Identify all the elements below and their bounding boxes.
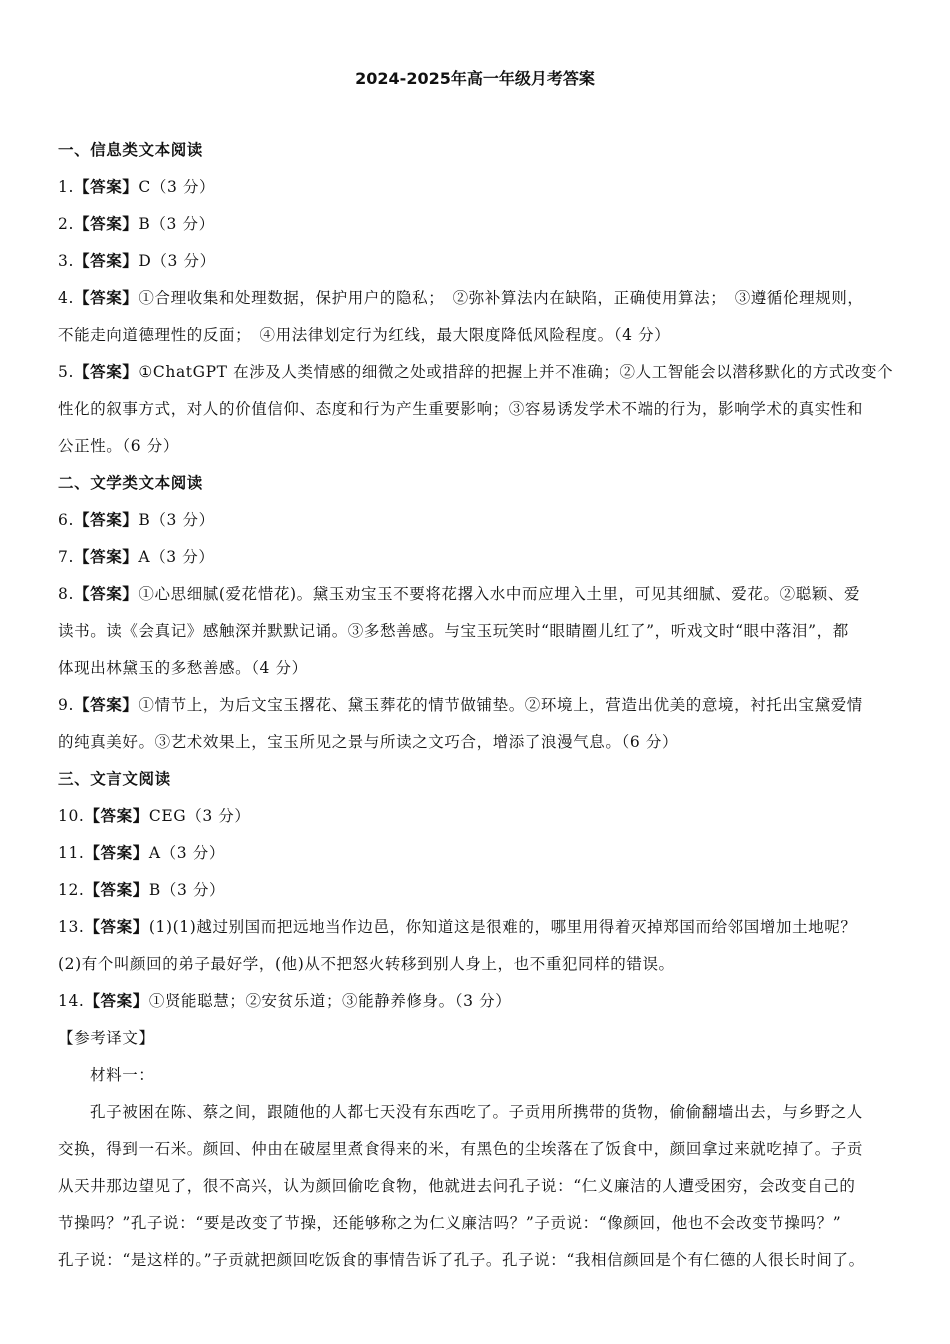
answer-item-5-cont: 性化的叙事方式，对人的价值信仰、态度和行为产生重要影响；③容易诱发学术不端的行为，影响学术的真实性和 — [58, 400, 864, 418]
item-number: 10. — [58, 807, 85, 825]
answer-text: ①情节上，为后文宝玉撂花、黛玉葬花的情节做铺垫。②环境上，营造出优美的意境，衬托出宝黛爱情 — [138, 696, 863, 714]
translation-paragraph-line: 交换，得到一石米。颜回、仲由在破屋里煮食得来的米，有黑色的尘埃落在了饭食中，颜回拿过来就吃掉了。子贡 — [58, 1140, 864, 1158]
translation-paragraph-line: 节操吗？”孔子说：“要是改变了节操，还能够称之为仁义廉洁吗？”子贡说：“像颜回，他也不会改变节操吗？” — [58, 1214, 842, 1232]
answer-item-8 — [58, 576, 894, 613]
answer-item-13 — [58, 909, 894, 946]
answer-item-1 — [58, 169, 894, 206]
answer-item-6 — [58, 502, 894, 539]
answer-item-5-cont: 公正性。（6 分） — [58, 437, 179, 455]
item-number: 3. — [58, 252, 74, 270]
section-heading-3: 三、文言文阅读 — [58, 770, 171, 788]
item-number: 1. — [58, 178, 74, 196]
answer-item-8-cont: 读书。读《会真记》感触深并默默记诵。③多愁善感。与宝玉玩笑时“眼睛圈儿红了”，听戏文时“眼中落泪”，都 — [58, 622, 849, 640]
answer-tag: 【答案】 — [74, 548, 139, 566]
item-number: 11. — [58, 844, 85, 862]
item-number: 7. — [58, 548, 74, 566]
item-number: 5. — [58, 363, 74, 381]
translation-paragraph-line: 孔子说：“是这样的。”子贡就把颜回吃饭食的事情告诉了孔子。孔子说：“我相信颜回是个有仁德的人很长时间了。 — [58, 1251, 865, 1269]
item-number: 12. — [58, 881, 85, 899]
answer-tag: 【答案】 — [84, 844, 149, 862]
answer-item-14 — [58, 983, 894, 1020]
translation-paragraph-line: 孔子被困在陈、蔡之间，跟随他的人都七天没有东西吃了。子贡用所携带的货物，偷偷翻墙出去，与乡野之人 — [90, 1103, 863, 1121]
answer-tag: 【答案】 — [74, 363, 139, 381]
material-label: 材料一： — [90, 1066, 155, 1084]
document-body — [58, 132, 894, 1279]
answer-tag: 【答案】 — [74, 511, 139, 529]
answer-tag: 【答案】 — [74, 289, 139, 307]
answer-tag: 【答案】 — [74, 178, 139, 196]
answer-item-5 — [58, 354, 894, 391]
answer-item-11 — [58, 835, 894, 872]
answer-tag: 【答案】 — [74, 585, 139, 603]
item-number: 8. — [58, 585, 74, 603]
item-number: 14. — [58, 992, 85, 1010]
answer-tag: 【答案】 — [84, 992, 149, 1010]
answer-tag: 【答案】 — [84, 807, 149, 825]
answer-item-3 — [58, 243, 894, 280]
item-number: 6. — [58, 511, 74, 529]
answer-item-10 — [58, 798, 894, 835]
translation-heading: 【参考译文】 — [58, 1029, 155, 1047]
section-heading-1: 一、信息类文本阅读 — [58, 141, 203, 159]
item-number: 2. — [58, 215, 74, 233]
answer-item-4-cont: 不能走向道德理性的反面； ④用法律划定行为红线，最大限度降低风险程度。（4 分） — [58, 326, 671, 344]
item-number: 9. — [58, 696, 74, 714]
section-heading-2: 二、文学类文本阅读 — [58, 474, 203, 492]
answer-text: ①心思细腻(爱花惜花)。黛玉劝宝玉不要将花撂入水中而应埋入土里，可见其细腻、爱花。②聪颖、爱 — [138, 585, 861, 603]
answer-item-2 — [58, 206, 894, 243]
answer-item-13-cont: (2)有个叫颜回的弟子最好学，(他)从不把怒火转移到别人身上，也不重犯同样的错误。 — [58, 955, 675, 973]
answer-text: CEG（3 分） — [148, 807, 251, 825]
answer-text: B（3 分） — [148, 881, 226, 899]
page-title: 2024-2025年高一年级月考答案 — [355, 69, 595, 88]
answer-tag: 【答案】 — [74, 252, 139, 270]
answer-text: ①贤能聪慧；②安贫乐道；③能静养修身。（3 分） — [148, 992, 512, 1010]
answer-text: D（3 分） — [138, 252, 216, 270]
answer-text: ①ChatGPT 在涉及人类情感的细微之处或措辞的把握上并不准确；②人工智能会以潜移默化的方式改变个 — [138, 363, 894, 381]
translation-paragraph-line: 从天井那边望见了，很不高兴，认为颜回偷吃食物，他就进去问孔子说：“仁义廉洁的人遭受困穷，会改变自己的 — [58, 1177, 856, 1195]
item-number: 13. — [58, 918, 85, 936]
answer-text: ①合理收集和处理数据，保护用户的隐私； ②弥补算法内在缺陷，正确使用算法； ③遵循伦理规则， — [138, 289, 864, 307]
answer-item-9 — [58, 687, 894, 724]
answer-text: A（3 分） — [148, 844, 225, 862]
answer-tag: 【答案】 — [84, 918, 149, 936]
answer-text: (1)(1)越过别国而把远地当作边邑，你知道这是很难的，哪里用得着灭掉郑国而给邻国增加土地呢？ — [148, 918, 857, 936]
answer-item-8-cont: 体现出林黛玉的多愁善感。（4 分） — [58, 659, 308, 677]
answer-item-7 — [58, 539, 894, 576]
answer-item-9-cont: 的纯真美好。③艺术效果上，宝玉所见之景与所读之文巧合，增添了浪漫气息。（6 分） — [58, 733, 679, 751]
answer-tag: 【答案】 — [74, 215, 139, 233]
answer-text: A（3 分） — [138, 548, 215, 566]
answer-item-12 — [58, 872, 894, 909]
answer-tag: 【答案】 — [84, 881, 149, 899]
answer-text: B（3 分） — [138, 215, 215, 233]
answer-text: B（3 分） — [138, 511, 215, 529]
answer-item-4 — [58, 280, 894, 317]
answer-text: C（3 分） — [138, 178, 216, 196]
item-number: 4. — [58, 289, 74, 307]
answer-tag: 【答案】 — [74, 696, 139, 714]
